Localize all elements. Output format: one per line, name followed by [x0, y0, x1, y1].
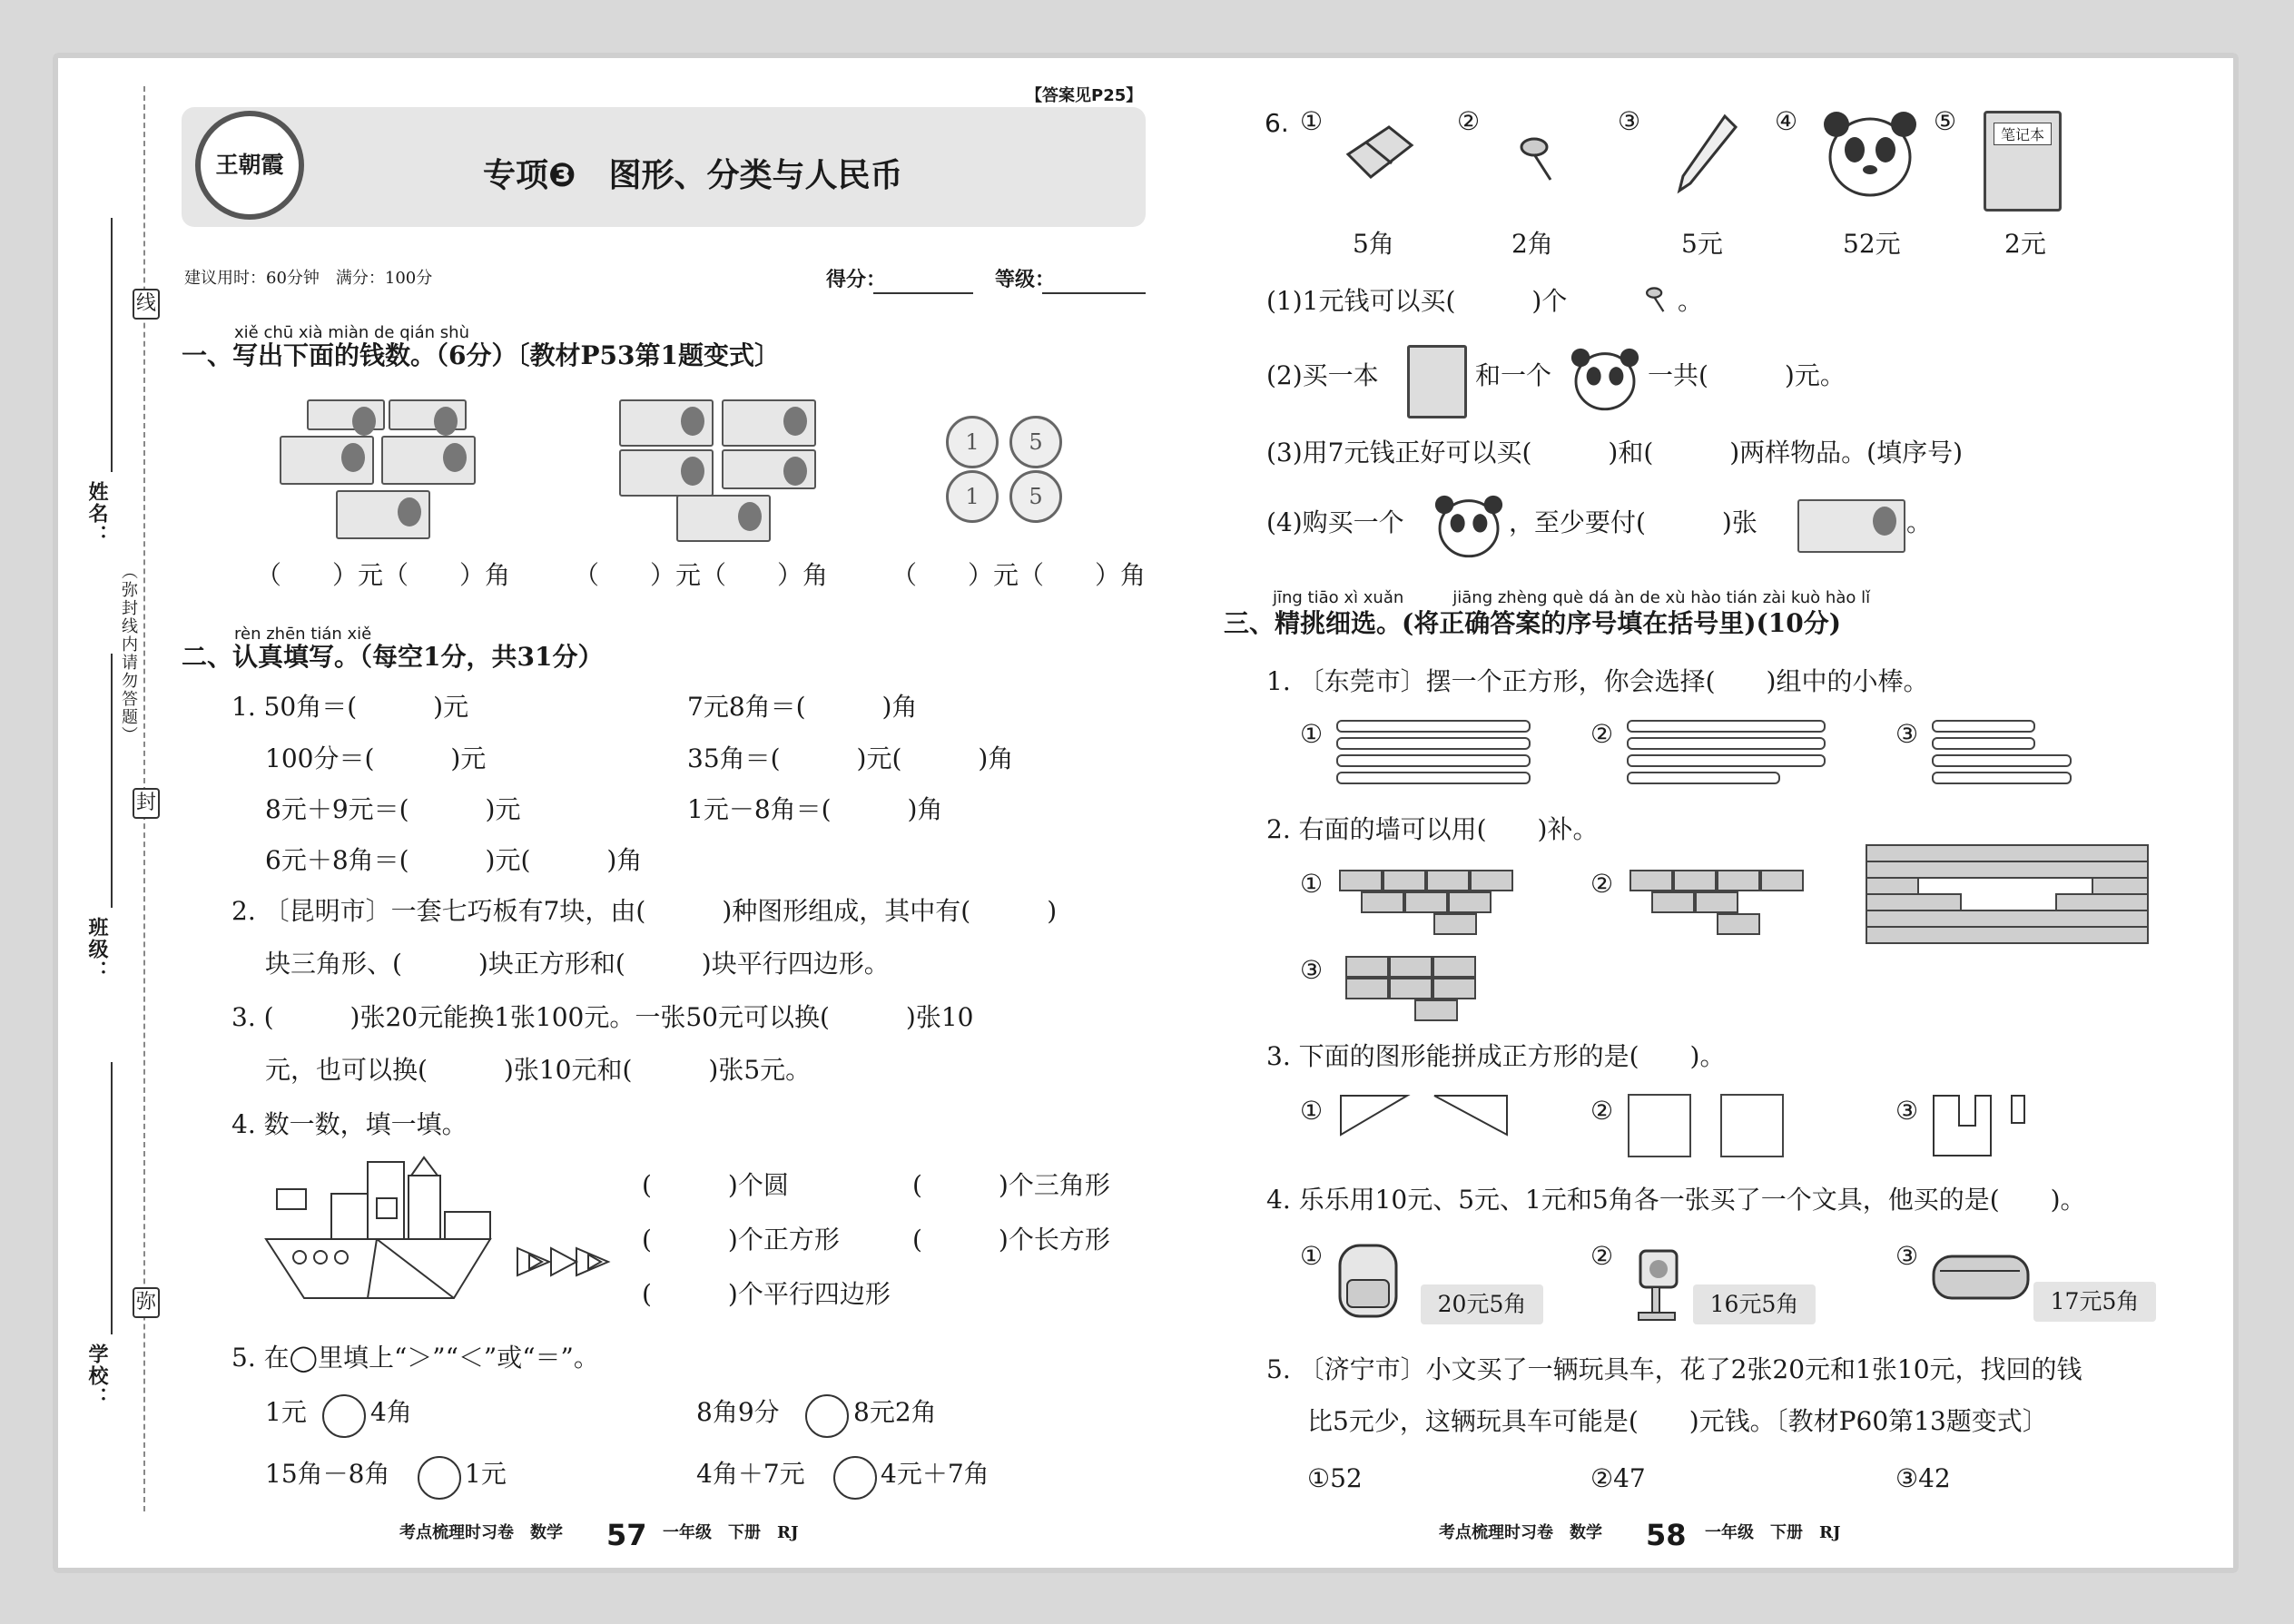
seal-label-line: 线 [133, 289, 160, 320]
brick [1717, 870, 1760, 891]
c5-line2[interactable]: 比5元少，这辆玩具车可能是( )元钱。〔教材P60第13题变式〕 [1307, 1406, 2048, 1436]
stick [1627, 737, 1826, 750]
eraser-icon [1339, 113, 1421, 195]
brick [1651, 891, 1695, 913]
q6-2-text-a: (2)买一本 [1266, 360, 1379, 390]
banknote [280, 436, 374, 485]
stick [1932, 737, 2035, 750]
q1-c[interactable]: 100分＝( )元 [265, 743, 487, 773]
seal-label-mi: 弥 [133, 1287, 160, 1318]
stick [1336, 737, 1531, 750]
q2-line1[interactable]: 2. 〔昆明市〕一套七巧板有7块，由( )种图形组成，其中有( ) [231, 896, 1058, 926]
stick [1627, 720, 1826, 733]
section1-title: 一、写出下面的钱数。（6分）〔教材P53第1题变式〕 [182, 340, 780, 370]
c1-opt-2[interactable]: ② [1590, 719, 1614, 749]
compare-circle[interactable] [418, 1456, 461, 1500]
brick [1383, 870, 1426, 891]
stick [1932, 772, 2072, 784]
q1-d[interactable]: 35角＝( )元( )角 [687, 743, 1014, 773]
c4-opt-2[interactable]: ② [1590, 1241, 1614, 1271]
grade-label: 等级： [995, 268, 1056, 291]
brick [1433, 978, 1476, 999]
q1-f[interactable]: 1元－8角＝( )角 [687, 794, 943, 824]
banknote [381, 436, 476, 485]
banknote [307, 399, 385, 430]
compare-circle[interactable] [805, 1394, 849, 1438]
c3-opt-2[interactable]: ② [1590, 1096, 1614, 1126]
brick [1345, 956, 1389, 978]
square-shape [1628, 1094, 1691, 1157]
seal-label-feng: 封 [133, 788, 160, 819]
square-shape [1720, 1094, 1784, 1157]
panda-bag-icon [1433, 490, 1505, 563]
answer-ref: 【答案见P25】 [1026, 86, 1143, 105]
pushpin-icon [1639, 281, 1675, 318]
c2-question[interactable]: 2. 右面的墙可以用( )补。 [1266, 814, 1599, 844]
q5-c-left: 15角－8角 [265, 1459, 390, 1489]
q3-line2[interactable]: 元，也可以换( )张10元和( )张5元。 [265, 1055, 812, 1085]
q4-rectangles[interactable]: ( )个长方形 [912, 1225, 1110, 1255]
pen-icon [1670, 109, 1743, 200]
q6-1-text[interactable]: (1)1元钱可以买( )个 [1266, 286, 1568, 316]
q5-a-left: 1元 [265, 1397, 307, 1427]
brick [1673, 870, 1717, 891]
panda-bag-icon [1569, 343, 1641, 416]
stick [1932, 720, 2035, 733]
banknote [722, 399, 816, 447]
banknote [676, 495, 771, 542]
section3-title: 三、精挑细选。(将正确答案的序号填在括号里)(10分) [1224, 608, 1841, 638]
page-title: 专项❸ 图形、分类与人民币 [483, 157, 903, 194]
s1-answer-1[interactable]: （ ）元（ ）角 [256, 560, 511, 590]
brick [1345, 978, 1389, 999]
brick [1361, 891, 1404, 913]
c4-opt-1[interactable]: ① [1300, 1241, 1324, 1271]
q5-c-right: 1元 [465, 1459, 507, 1489]
footer-book-left: 考点梳理时习卷 数学 [399, 1523, 563, 1542]
price-tag-3: 17元5角 [2033, 1282, 2156, 1322]
q4-circles[interactable]: ( )个圆 [642, 1170, 789, 1200]
c2-opt-3[interactable]: ③ [1300, 955, 1324, 985]
q4-squares[interactable]: ( )个正方形 [642, 1225, 840, 1255]
notched-shape [1932, 1094, 2032, 1157]
brick [1389, 956, 1433, 978]
c3-opt-1[interactable]: ① [1300, 1096, 1324, 1126]
q6-price-2: 2角 [1511, 229, 1553, 259]
backpack-icon [1334, 1235, 1403, 1321]
q6-4-text-a: (4)购买一个 [1266, 507, 1404, 537]
banknote [722, 449, 816, 489]
q6-num-2: ② [1457, 106, 1481, 136]
seal-notice: （弥封线内请勿答题） [119, 563, 138, 744]
q1-b[interactable]: 7元8角＝( )角 [687, 692, 918, 722]
stick [1336, 720, 1531, 733]
stick [1627, 772, 1780, 784]
q6-2-text-c[interactable]: 一共( )元。 [1648, 360, 1846, 390]
stick [1336, 772, 1531, 784]
class-line[interactable] [111, 654, 113, 908]
c1-opt-3[interactable]: ③ [1895, 719, 1919, 749]
q3-line1[interactable]: 3. ( )张20元能换1张100元。一张50元可以换( )张10 [231, 1002, 974, 1032]
coin: 5 [1009, 470, 1062, 523]
page-number-left: 57 [606, 1518, 647, 1552]
q6-num-3: ③ [1618, 106, 1641, 136]
q6-num-4: ④ [1775, 106, 1798, 136]
compare-circle[interactable] [322, 1394, 366, 1438]
q6-1-end: 。 [1678, 286, 1704, 316]
page-number-right: 58 [1646, 1518, 1687, 1552]
q4-parallelograms[interactable]: ( )个平行四边形 [642, 1279, 891, 1309]
q6-4-text-c: 。 [1906, 507, 1933, 537]
brick [1629, 870, 1673, 891]
q5-title: 5. 在◯里填上“＞”“＜”或“＝”。 [231, 1343, 599, 1373]
q6-2-text-b: 和一个 [1475, 360, 1552, 390]
notebook-label: 笔记本 [1994, 123, 2052, 145]
score-label: 得分： [826, 268, 887, 291]
s1-answer-2[interactable]: （ ）元（ ）角 [574, 560, 829, 590]
brick [1717, 913, 1760, 935]
q6-price-3: 5元 [1681, 229, 1723, 259]
logo-seal: 王朝霞 [195, 111, 304, 220]
c5-opt-2[interactable]: ②47 [1590, 1463, 1646, 1493]
notebook-icon [1984, 111, 2062, 212]
q5-b-left: 8角9分 [696, 1397, 780, 1427]
brick [1404, 891, 1448, 913]
school-line[interactable] [111, 1062, 113, 1334]
score-blank[interactable] [873, 292, 973, 294]
brick [1426, 870, 1470, 891]
triangles-figure [1339, 1094, 1511, 1139]
banknote [1797, 499, 1905, 553]
q1-e[interactable]: 8元＋9元＝( )元 [265, 794, 521, 824]
q1-g[interactable]: 6元＋8角＝( )元( )角 [265, 845, 643, 875]
c4-opt-3[interactable]: ③ [1895, 1241, 1919, 1271]
q5-d-left: 4角＋7元 [696, 1459, 805, 1489]
q5-b-right: 8元2角 [853, 1397, 937, 1427]
c2-opt-2[interactable]: ② [1590, 869, 1614, 899]
c3-opt-3[interactable]: ③ [1895, 1096, 1919, 1126]
banknote [336, 490, 430, 539]
grade-blank[interactable] [1042, 292, 1146, 294]
brick-wall [1866, 844, 2149, 944]
notebook-icon [1407, 345, 1467, 418]
banknote [619, 449, 714, 497]
coin: 5 [1009, 416, 1062, 468]
footer-book-right: 考点梳理时习卷 数学 [1439, 1523, 1602, 1542]
q1-a[interactable]: 1. 50角＝( )元 [231, 692, 469, 722]
price-tag-2: 16元5角 [1693, 1284, 1816, 1324]
section1-pinyin: xiě chū xià miàn de qián shù [234, 323, 469, 342]
q6-price-4: 52元 [1843, 229, 1901, 259]
c1-opt-1[interactable]: ① [1300, 719, 1324, 749]
banknote [619, 399, 714, 447]
pencil-sharpener-icon [1620, 1242, 1693, 1324]
q5-a-right: 4角 [370, 1397, 412, 1427]
brick [1433, 956, 1476, 978]
stick [1336, 754, 1531, 767]
footer-grade-left: 一年级 下册 RJ [663, 1523, 799, 1542]
q6-num-1: ① [1300, 106, 1324, 136]
q4-triangles[interactable]: ( )个三角形 [912, 1170, 1110, 1200]
coin: 1 [946, 416, 999, 468]
coin: 1 [946, 470, 999, 523]
section2-pinyin: rèn zhēn tián xiě [234, 625, 372, 644]
q6-3-text[interactable]: (3)用7元钱正好可以买( )和( )两样物品。(填序号) [1266, 438, 1964, 468]
class-label: 班级： [85, 917, 109, 982]
name-line[interactable] [111, 218, 113, 472]
time-info: 建议用时：60分钟 满分：100分 [184, 269, 433, 288]
section3-pinyin: jīng tiāo xì xuǎn jiāng zhèng què dá àn de xù hào tián zài kuò hào lǐ [1273, 588, 1871, 607]
q6-label: 6. [1265, 108, 1289, 138]
q4-title: 4. 数一数，填一填。 [231, 1109, 468, 1139]
q6-price-1: 5角 [1353, 229, 1394, 259]
c1-question[interactable]: 1. 〔东莞市〕摆一个正方形，你会选择( )组中的小棒。 [1266, 666, 1929, 696]
c3-question[interactable]: 3. 下面的图形能拼成正方形的是( )。 [1266, 1041, 1726, 1071]
q5-d-right: 4元＋7角 [881, 1459, 989, 1489]
brick [1389, 978, 1433, 999]
c5-line1: 5. 〔济宁市〕小文买了一辆玩具车，花了2张20元和1张10元，找回的钱 [1266, 1354, 2082, 1384]
brick [1433, 913, 1477, 935]
pushpin-icon [1507, 127, 1570, 191]
brick [1695, 891, 1738, 913]
banknote [389, 399, 467, 430]
brick [1470, 870, 1513, 891]
footer-grade-right: 一年级 下册 RJ [1705, 1523, 1841, 1542]
c4-question[interactable]: 4. 乐乐用10元、5元、1元和5角各一张买了一个文具，他买的是( )。 [1266, 1185, 2086, 1215]
stick [1932, 754, 2072, 767]
q6-price-5: 2元 [2004, 229, 2046, 259]
brick [1414, 999, 1458, 1021]
s1-answer-3[interactable]: （ ）元（ ）角 [891, 560, 1147, 590]
ship-figure [259, 1153, 640, 1316]
name-label: 姓名： [85, 481, 109, 546]
school-label: 学校： [85, 1343, 109, 1409]
brick [1448, 891, 1492, 913]
q6-num-5: ⑤ [1934, 106, 1957, 136]
q2-line2[interactable]: 块三角形、( )块正方形和( )块平行四边形。 [265, 949, 890, 979]
brick [1760, 870, 1804, 891]
c5-opt-1[interactable]: ①52 [1307, 1463, 1363, 1493]
compare-circle[interactable] [833, 1456, 877, 1500]
brick [1339, 870, 1383, 891]
price-tag-1: 20元5角 [1421, 1284, 1543, 1324]
c2-opt-1[interactable]: ① [1300, 869, 1324, 899]
stick [1627, 754, 1826, 767]
panda-bag-icon [1820, 104, 1920, 204]
section2-title: 二、认真填写。（每空1分，共31分） [182, 642, 604, 672]
c5-opt-3[interactable]: ③42 [1895, 1463, 1951, 1493]
pencil-case-icon [1929, 1245, 2033, 1309]
q6-4-text-b[interactable]: ，至少要付( )张 [1509, 507, 1757, 537]
